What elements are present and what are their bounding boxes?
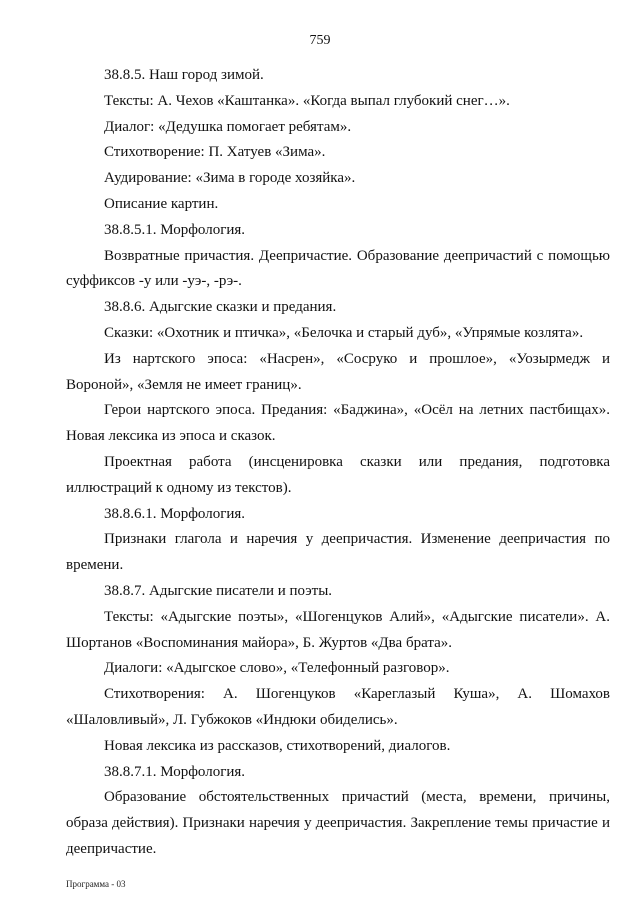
section-heading: 38.8.7. Адыгские писатели и поэты. [104,582,333,599]
paragraph: Сказки: «Охотник и птичка», «Белочка и старый дуб», «Упрямые козлята». [104,324,584,341]
paragraph: Тексты: А. Чехов «Каштанка». «Когда выпал глубокий снег…». [104,92,510,109]
section-heading: 38.8.6. Адыгские сказки и предания. [104,299,337,316]
paragraph: Возвратные причастия. Деепричастие. Образование деепричастий с помощью суффиксов -у или -уэ-, -рэ-. [66,247,610,290]
section-heading: 38.8.5. Наш город зимой. [104,67,264,83]
document-body [66,63,610,863]
paragraph: Новая лексика из рассказов, стихотворений, диалогов. [104,737,451,754]
paragraph: Тексты: «Адыгские поэты», «Шогенцуков Алий», «Адыгские писатели». А. Шортанов «Воспоминания майора», Б. Журтов «Два брата». [66,608,610,651]
subsection-heading: 38.8.7.1. Морфология. [104,763,246,780]
paragraph: Аудирование: «Зима в городе хозяйка». [104,170,356,187]
paragraph: Проектная работа (инсценировка сказки или предания, подготовка иллюстраций к одному из текстов). [66,453,610,496]
paragraph: Описание картин. [104,195,219,212]
paragraph: Стихотворения: А. Шогенцуков «Кареглазый Куша», А. Шомахов «Шаловливый», Л. Губжоков «Индюки обиделись». [66,686,610,728]
page-number: 759 [309,33,331,48]
paragraph: Диалоги: «Адыгское слово», «Телефонный разговор». [104,660,450,677]
paragraph: Образование обстоятельственных причастий (места, времени, причины, образа действия). Признаки наречия у деепричастия. Закрепление темы причастие и деепричастие. [66,789,610,857]
paragraph: Диалог: «Дедушка помогает ребятам». [104,118,352,135]
subsection-heading: 38.8.6.1. Морфология. [104,505,246,522]
subsection-heading: 38.8.5.1. Морфология. [104,221,246,238]
page-footer: Программа - 03 [66,879,126,889]
paragraph: Стихотворение: П. Хатуев «Зима». [104,144,326,161]
paragraph: Признаки глагола и наречия у деепричастия. Изменение деепричастия по времени. [66,531,610,574]
paragraph: Из нартского эпоса: «Насрен», «Сосруко и прошлое», «Уозырмедж и Вороной», «Земля не имеет границ». [66,350,610,393]
paragraph: Герои нартского эпоса. Предания: «Баджина», «Осёл на летних пастбищах». Новая лексика из эпоса и сказок. [66,402,610,445]
